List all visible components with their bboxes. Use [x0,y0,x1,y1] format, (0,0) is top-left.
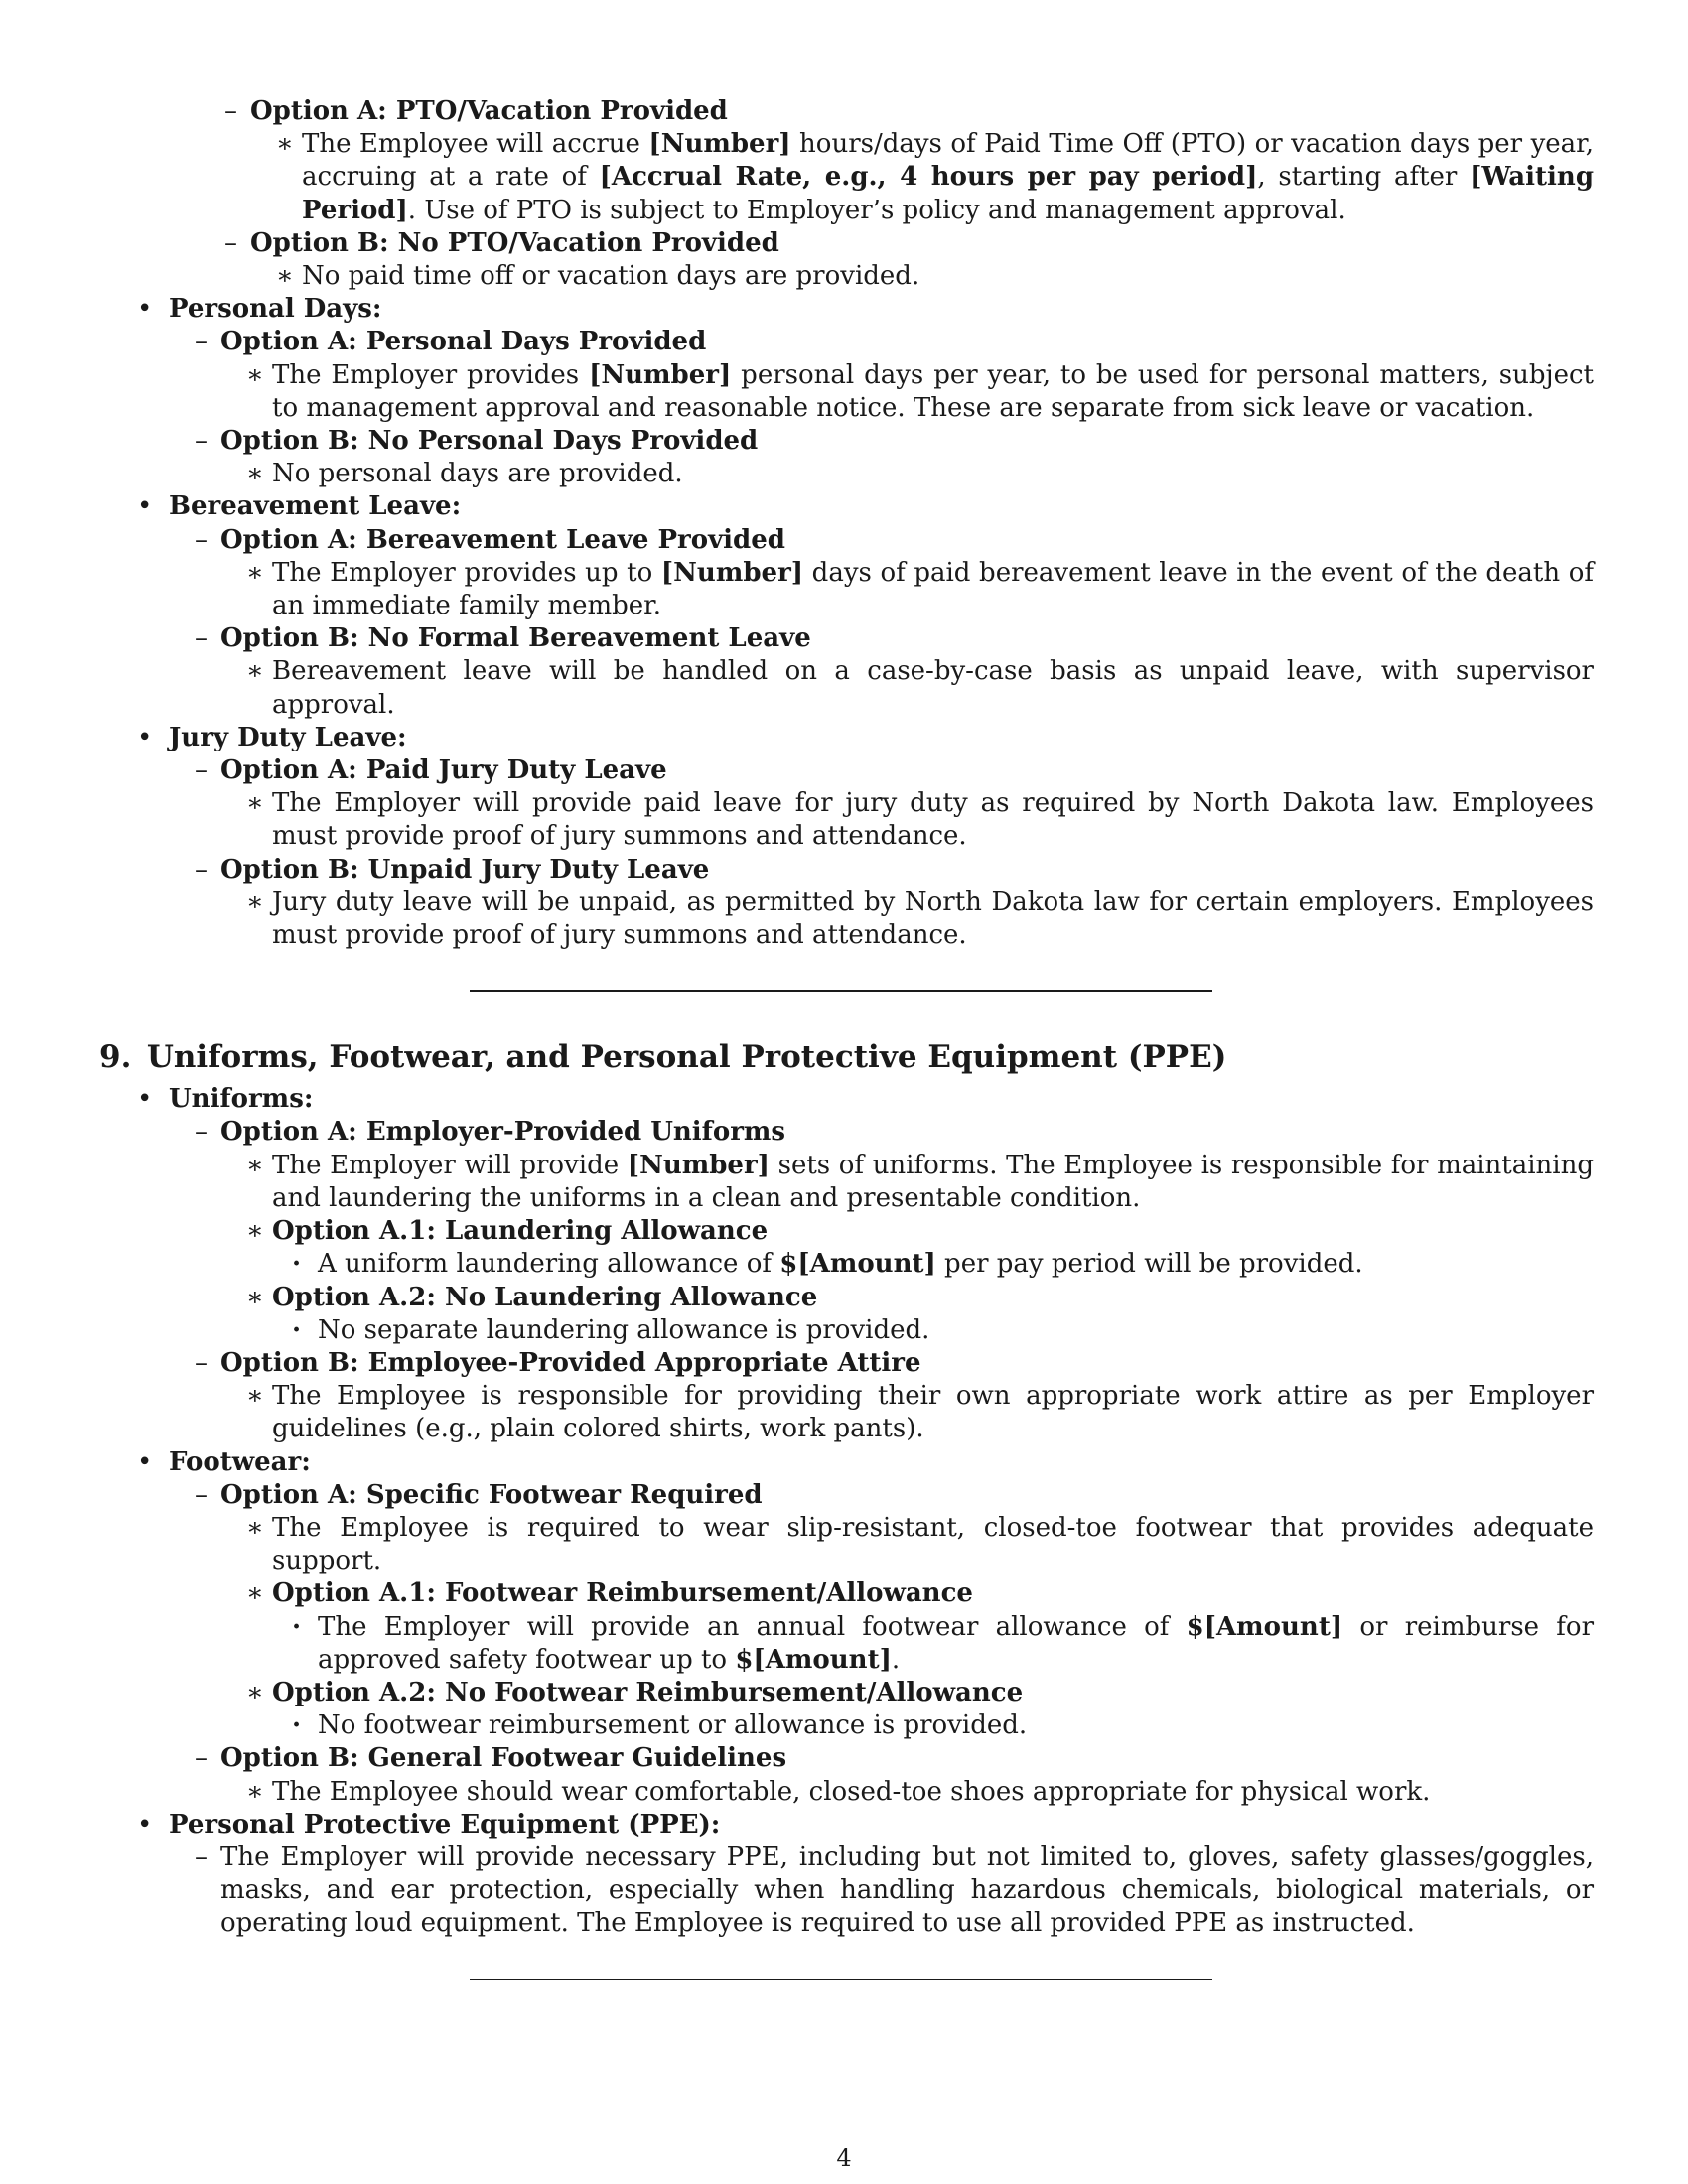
uniforms-option-a1 [220,1215,1594,1281]
pto-option-b [199,227,1594,293]
footwear-options [169,1479,1594,1809]
pto-option-b-details [250,260,1594,293]
footwear-option-b-details [220,1776,1594,1809]
jury-duty-title: Jury Duty Leave: [169,722,407,752]
leave-list [99,293,1594,952]
footwear-option-a2 [220,1677,1594,1742]
bereavement-option-a-text: ∗ The Employer provides up to [Number] days of paid bereavement leave in the event of the death of an immediate family member. [220,557,1594,622]
personal-option-b [169,425,1594,490]
footwear-option-b-title: Option B: General Footwear Guidelines [220,1743,787,1774]
page-number: 4 [836,2144,852,2172]
uniforms-option-a2-details [272,1314,1594,1347]
uniforms-option-a [169,1116,1594,1346]
pto-option-b-text: ∗ No paid time off or vacation days are provided. [250,260,1594,293]
pto-option-a-details [250,128,1594,227]
uniforms-option-a1-details [272,1248,1594,1281]
footwear-option-a [169,1479,1594,1743]
ppe-details [169,1842,1594,1941]
bereavement-title: Bereavement Leave: [169,491,462,522]
bereavement-option-b-details [220,655,1594,721]
jury-option-a-text: ∗ The Employer will provide paid leave for jury duty as required by North Dakota law. Employees must provide proof of jury summons and attendance. [220,787,1594,853]
ppe-text: – The Employer will provide necessary PPE, including but not limited to, gloves, safety glasses/goggles, masks, and ear protection, especially when handling hazardous chemicals, biological materials, or operating loud equipment. The Employee is required to use all provided PPE as instructed. [169,1842,1594,1941]
footwear-option-b [169,1742,1594,1808]
uniforms-option-a1-title: Option A.1: Laundering Allowance [272,1216,769,1247]
uniforms-option-a2-title: Option A.2: No Laundering Allowance [272,1282,818,1312]
footwear-option-a-text: ∗ The Employee is required to wear slip-resistant, closed-toe footwear that provides adequate support. [220,1512,1594,1577]
footwear-option-a1-text: · The Employer will provide an annual footwear allowance of $[Amount] or reimburse for approved safety footwear up to $[Amount]. [272,1611,1594,1677]
uniforms-option-b-title: Option B: Employee-Provided Appropriate Attire [220,1347,921,1378]
uniforms-option-b-text: ∗ The Employee is responsible for providing their own appropriate work attire as per Employer guidelines (e.g., plain colored shirts, work pants). [220,1380,1594,1445]
jury-option-b-details [220,887,1594,952]
bereavement-option-a-title: Option A: Bereavement Leave Provided [220,524,785,555]
jury-option-a [169,754,1594,854]
personal-days-item [99,293,1594,490]
jury-option-b-text: ∗ Jury duty leave will be unpaid, as permitted by North Dakota law for certain employers. Employees must provide proof of jury summons and attendance. [220,887,1594,952]
pto-option-b-title: Option B: No PTO/Vacation Provided [250,227,779,258]
footwear-option-a2-details [272,1709,1594,1742]
uniforms-title: Uniforms: [169,1084,314,1115]
personal-option-a-text: ∗ The Employer provides [Number] personal days per year, to be used for personal matters, subject to management approval and reasonable notice. These are separate from sick leave or vacation. [220,359,1594,425]
footwear-option-a-title: Option A: Specific Footwear Required [220,1479,763,1510]
uniforms-option-a1-text: · A uniform laundering allowance of $[Amount] per pay period will be provided. [272,1248,1594,1281]
jury-option-a-title: Option A: Paid Jury Duty Leave [220,755,667,786]
uniforms-option-a2-text: · No separate laundering allowance is provided. [272,1314,1594,1347]
uniforms-option-b-details [220,1380,1594,1445]
bereavement-option-b-title: Option B: No Formal Bereavement Leave [220,623,811,654]
footwear-option-b-text: ∗ The Employee should wear comfortable, closed-toe shoes appropriate for physical work. [220,1776,1594,1809]
ppe-item [99,1809,1594,1941]
personal-option-a-title: Option A: Personal Days Provided [220,327,707,357]
uniforms-option-a2 [220,1282,1594,1347]
bereavement-option-b-text: ∗ Bereavement leave will be handled on a case-by-case basis as unpaid leave, with supervisor approval. [220,655,1594,721]
footwear-option-a1-title: Option A.1: Footwear Reimbursement/Allowance [272,1578,973,1609]
personal-option-b-title: Option B: No Personal Days Provided [220,426,759,457]
bereavement-item [99,490,1594,721]
jury-option-a-details [220,787,1594,853]
footwear-option-a-details [220,1512,1594,1742]
footwear-item [99,1446,1594,1809]
footwear-option-a1-details [272,1611,1594,1677]
personal-option-b-text: ∗ No personal days are provided. [220,458,1594,490]
footwear-option-a2-text: · No footwear reimbursement or allowance is provided. [272,1709,1594,1742]
section-divider [470,990,1212,992]
bereavement-option-b [169,622,1594,722]
uniforms-item [99,1083,1594,1445]
personal-option-a [169,326,1594,425]
jury-option-b-title: Option B: Unpaid Jury Duty Leave [220,854,710,885]
pto-options [199,95,1594,293]
pto-option-a-text: ∗ The Employee will accrue [Number] hours/days of Paid Time Off (PTO) or vacation days per year, accruing at a rate of [Accrual Rate, e.g., 4 hours per pay period], starting after [Waiting Period]. Use of PTO is subject to Employer’s policy and management approval. [250,128,1594,227]
bereavement-option-a [169,524,1594,623]
bereavement-option-a-details [220,557,1594,622]
uniforms-options [169,1116,1594,1445]
section-9-heading: 9. Uniforms, Footwear, and Personal Protective Equipment (PPE) [99,1039,1227,1076]
section-9-list [99,1083,1594,1940]
page-content [99,95,1594,1980]
bereavement-options [169,524,1594,722]
footwear-option-a1 [220,1577,1594,1677]
personal-option-b-details [220,458,1594,490]
jury-duty-options [169,754,1594,952]
footwear-option-a2-title: Option A.2: No Footwear Reimbursement/Allowance [272,1677,1024,1707]
pto-option-a-title: Option A: PTO/Vacation Provided [250,96,728,126]
personal-days-title: Personal Days: [169,294,382,325]
ppe-title: Personal Protective Equipment (PPE): [169,1809,721,1840]
section-divider [470,1979,1212,1980]
uniforms-option-a-text: ∗ The Employer will provide [Number] sets of uniforms. The Employee is responsible for maintaining and laundering the uniforms in a clean and presentable condition. [220,1150,1594,1215]
uniforms-option-a-details [220,1150,1594,1347]
personal-days-options [169,326,1594,490]
footwear-title: Footwear: [169,1446,311,1477]
uniforms-option-b [169,1347,1594,1446]
personal-option-a-details [220,359,1594,425]
jury-option-b [169,854,1594,953]
pto-option-a [199,95,1594,227]
uniforms-option-a-title: Option A: Employer-Provided Uniforms [220,1117,786,1148]
jury-duty-item [99,722,1594,952]
